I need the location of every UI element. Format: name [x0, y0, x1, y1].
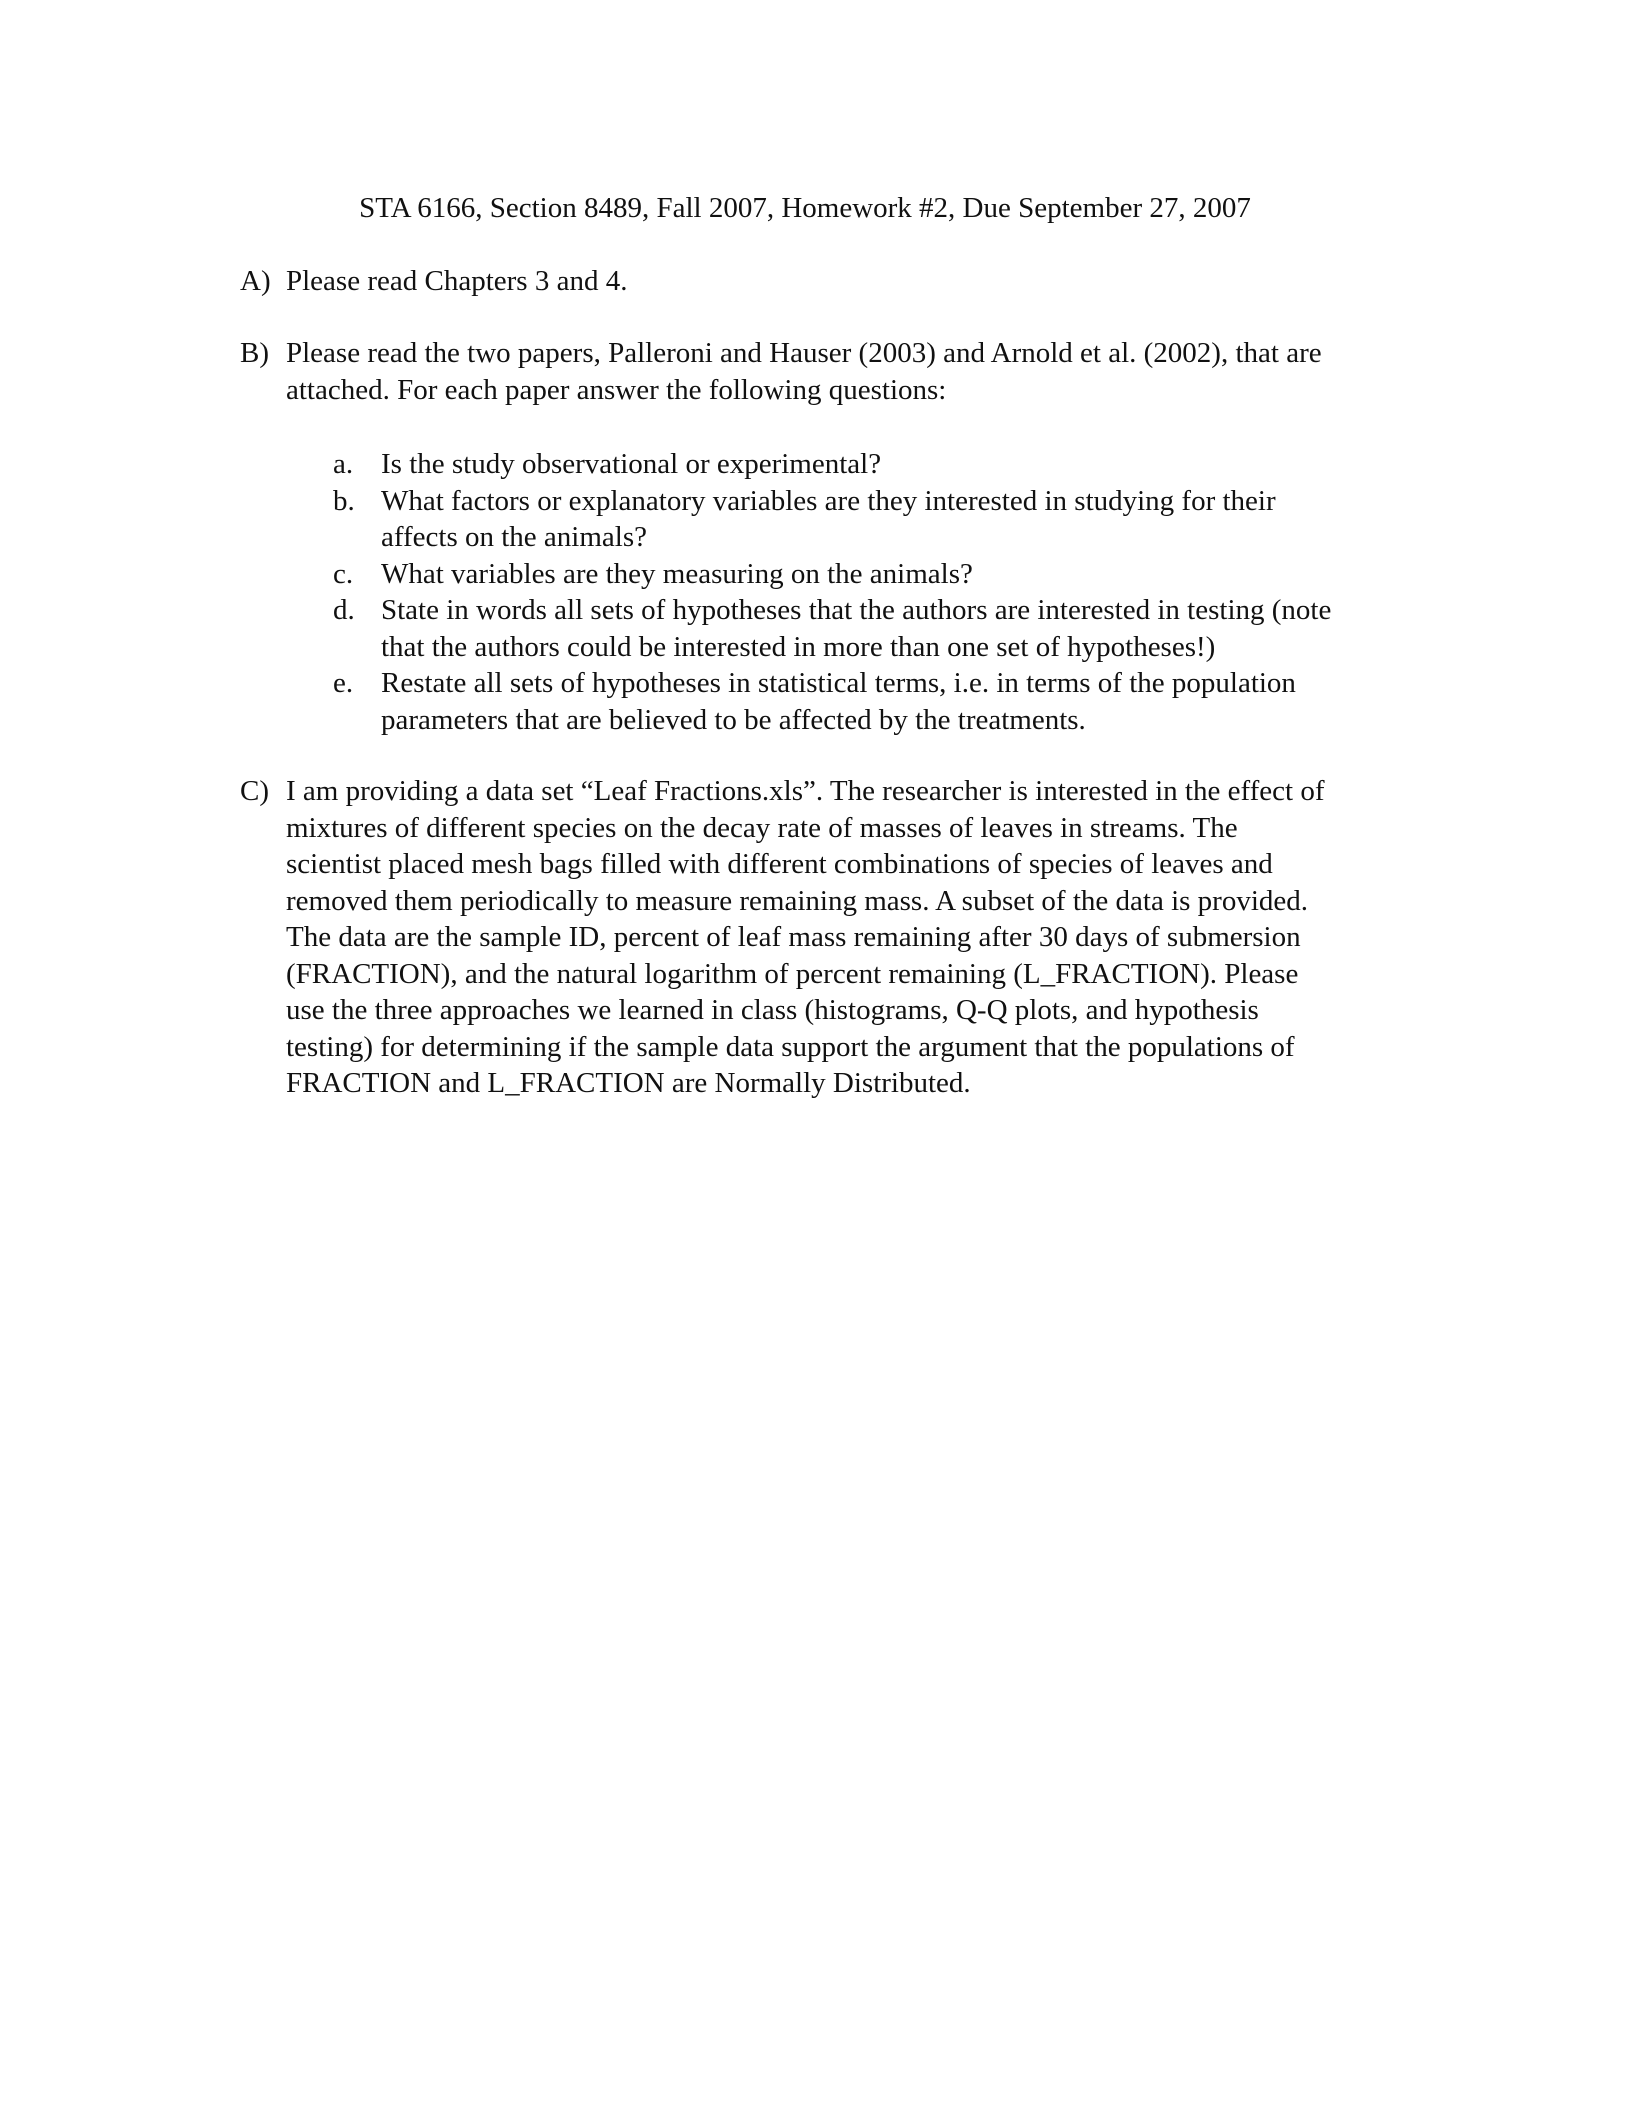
- section-b-text: [286, 335, 1440, 408]
- question-d-label: d.: [333, 594, 355, 626]
- section-c-line: (FRACTION), and the natural logarithm of percent remaining (L_FRACTION). Please: [286, 957, 1299, 990]
- section-c-line: I am providing a data set “Leaf Fractions.xls”. The researcher is interested in the effect of: [286, 775, 1325, 807]
- section-c: [240, 773, 1440, 1102]
- section-c-label: C): [240, 775, 269, 807]
- section-c-text: [286, 773, 1440, 1102]
- question-e-label: e.: [333, 667, 354, 699]
- section-a: [240, 263, 1440, 300]
- question-line: Restate all sets of hypotheses in statistical terms, i.e. in terms of the population: [381, 667, 1296, 699]
- question-line: parameters that are believed to be affected by the treatments.: [381, 703, 1086, 736]
- section-c-line: use the three approaches we learned in class (histograms, Q-Q plots, and hypothesis: [286, 994, 1259, 1026]
- section-c-line: mixtures of different species on the decay rate of masses of leaves in streams. The: [286, 811, 1238, 844]
- section-b-line: Please read the two papers, Palleroni and Hauser (2003) and Arnold et al. (2002), that are: [286, 337, 1322, 369]
- section-b: [240, 335, 1440, 408]
- page-title: STA 6166, Section 8489, Fall 2007, Homework #2, Due September 27, 2007: [359, 192, 1251, 224]
- question-line: State in words all sets of hypotheses that the authors are interested in testing (note: [381, 594, 1332, 626]
- question-b-label: b.: [333, 484, 355, 517]
- question-list: [333, 446, 1453, 738]
- question-d: [333, 592, 1453, 665]
- question-line: that the authors could be interested in more than one set of hypotheses!): [381, 630, 1216, 663]
- section-c-line: scientist placed mesh bags filled with different combinations of species of leaves and: [286, 848, 1273, 880]
- section-a-text: [286, 263, 1440, 300]
- question-a-text: [381, 446, 1453, 483]
- section-b-line: attached. For each paper answer the following questions:: [286, 373, 947, 406]
- section-a-label: A): [240, 265, 271, 297]
- question-line: affects on the animals?: [381, 521, 647, 553]
- section-c-line: removed them periodically to measure remaining mass. A subset of the data is provided.: [286, 884, 1308, 917]
- question-e: [333, 665, 1453, 738]
- question-b-text: [381, 483, 1453, 556]
- section-c-line: testing) for determining if the sample data support the argument that the populations of: [286, 1030, 1295, 1063]
- question-b: [333, 483, 1453, 556]
- question-line: Is the study observational or experimental?: [381, 448, 882, 480]
- question-c: [333, 556, 1453, 593]
- section-c-line: The data are the sample ID, percent of leaf mass remaining after 30 days of submersion: [286, 921, 1301, 953]
- question-d-text: [381, 592, 1453, 665]
- question-line: What variables are they measuring on the animals?: [381, 557, 973, 590]
- question-line: What factors or explanatory variables are they interested in studying for their: [381, 484, 1276, 517]
- question-c-text: [381, 556, 1453, 593]
- question-e-text: [381, 665, 1453, 738]
- section-b-label: B): [240, 337, 269, 369]
- question-a: [333, 446, 1453, 483]
- question-a-label: a.: [333, 448, 354, 480]
- section-c-line: FRACTION and L_FRACTION are Normally Distributed.: [286, 1067, 971, 1099]
- question-c-label: c.: [333, 557, 354, 590]
- section-a-line: Please read Chapters 3 and 4.: [286, 265, 628, 297]
